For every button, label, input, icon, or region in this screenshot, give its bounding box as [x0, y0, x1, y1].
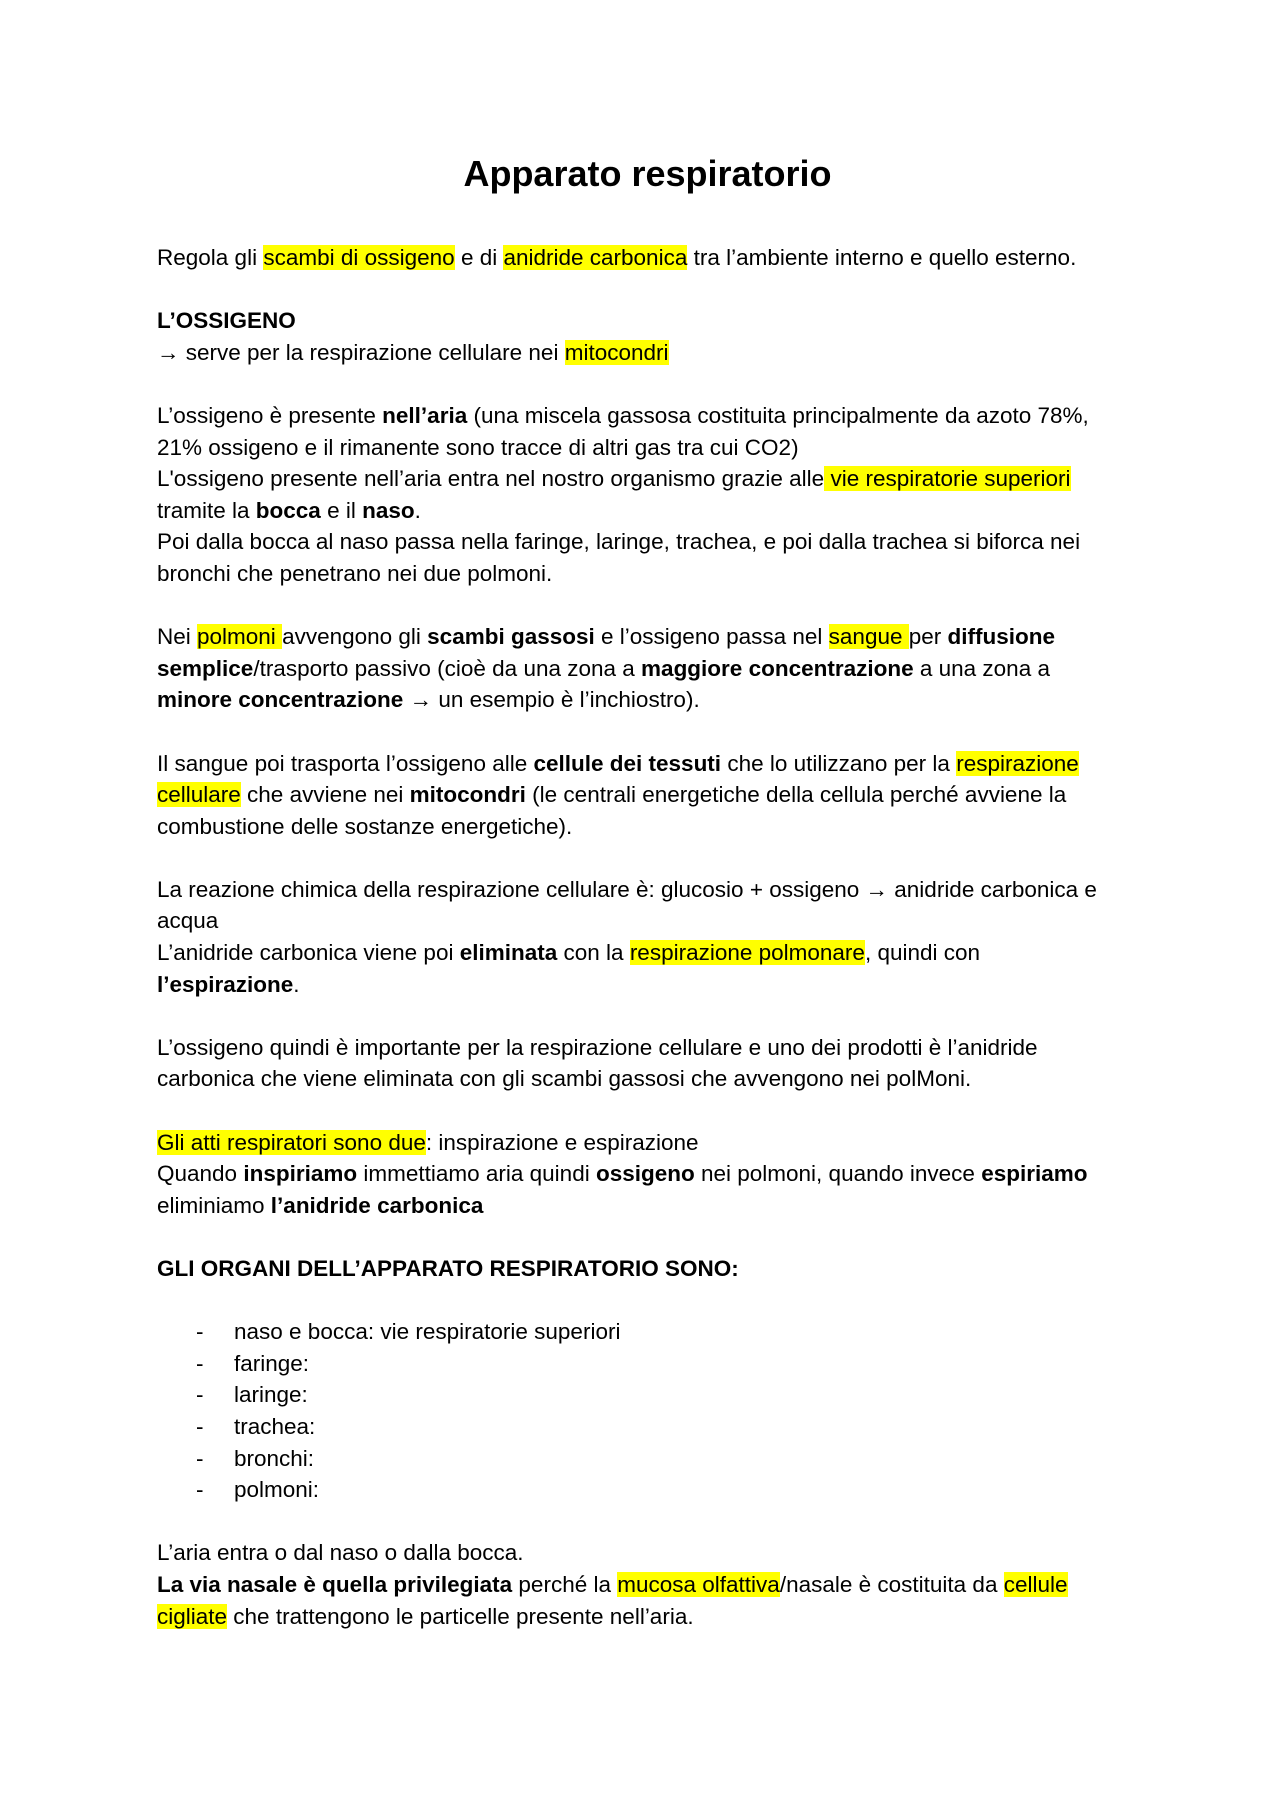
organi-heading: GLI ORGANI DELL’APPARATO RESPIRATORIO SONO: [157, 1256, 739, 1281]
highlight: vie respiratorie superiori [824, 466, 1071, 492]
list-item: - bronchi: [196, 1445, 315, 1471]
percorso-paragraph: Poi dalla bocca al naso passa nella faringe, laringe, trachea, e poi dalla trachea si biforca nei bronchi che penetrano nei due polmoni. [157, 529, 1081, 586]
highlight: sangue [828, 624, 909, 650]
highlight: mitocondri [564, 339, 669, 365]
highlight: respirazione polmonare [629, 940, 865, 966]
polmoni-paragraph: Nei polmoni avvengono gli scambi gassosi e l’ossigeno passa nel sangue per diffusione semplice/trasporto passivo (cioè da una zona a maggiore concentrazione a una zona a minore concentrazione → un esempio è l’inchiostro). [157, 624, 1056, 713]
reazione-paragraph: La reazione chimica della respirazione cellulare è: glucosio + ossigeno → anidride carbonica e acqua [157, 876, 1097, 934]
highlight: mucosa olfattiva [617, 1571, 780, 1597]
page-title: Apparato respiratorio [463, 153, 832, 194]
list-item: - naso e bocca: vie respiratorie superiori [196, 1319, 621, 1345]
anidride-paragraph: L’anidride carbonica viene poi eliminata con la respirazione polmonare, quindi con l’espirazione. [157, 940, 981, 997]
via-nasale-paragraph: La via nasale è quella privilegiata perché la mucosa olfattiva/nasale è costituita da cellule cigliate che trattengono le particelle presente nell’aria. [157, 1571, 1068, 1629]
highlight: respirazione cellulare [157, 750, 1079, 808]
organi-list [157, 1316, 1128, 1506]
list-item: - laringe: [196, 1382, 308, 1408]
highlight: anidride carbonica [503, 245, 688, 270]
ossigeno-line: → serve per la respirazione cellulare nei mitocondri [157, 339, 669, 365]
entra-paragraph: L'ossigeno presente nell’aria entra nel nostro organismo grazie alle vie respiratorie superiori tramite la bocca e il naso. [157, 466, 1071, 523]
sangue-paragraph: Il sangue poi trasporta l’ossigeno alle cellule dei tessuti che lo utilizzano per la respirazione cellulare che avviene nei mitocondri (le centrali energetiche della cellula perché avviene la combustione delle sostanze energetiche). [157, 750, 1079, 839]
highlight: Gli atti respiratori sono due [157, 1129, 426, 1155]
importante-paragraph: L’ossigeno quindi è importante per la respirazione cellulare e uno dei prodotti è l’anidride carbonica che viene eliminata con gli scambi gassosi che avvengono nei polMoni. [157, 1034, 1038, 1092]
aria-paragraph: L’ossigeno è presente nell’aria (una miscela gassosa costituita principalmente da azoto 78%, 21% ossigeno e il rimanente sono tracce di altri gas tra cui CO2) [157, 402, 1089, 460]
aria-entra-paragraph: L’aria entra o dal naso o dalla bocca. [157, 1540, 524, 1566]
highlight: polmoni [197, 624, 283, 650]
list-item: - trachea: [196, 1413, 316, 1439]
atti-paragraph: Gli atti respiratori sono due: inspirazione e espirazione [157, 1129, 699, 1155]
intro-paragraph: Regola gli scambi di ossigeno e di anidride carbonica tra l’ambiente interno e quello esterno. [157, 245, 1077, 270]
highlight: scambi di ossigeno [263, 245, 455, 270]
list-item: - polmoni: [196, 1477, 320, 1503]
ossigeno-heading: L’OSSIGENO [157, 308, 296, 334]
highlight: cellule cigliate [157, 1571, 1068, 1629]
inspiriamo-paragraph: Quando inspiriamo immettiamo aria quindi ossigeno nei polmoni, quando invece espiriamo eliminiamo l’anidride carbonica [157, 1161, 1088, 1218]
list-item: - faringe: [196, 1350, 310, 1376]
